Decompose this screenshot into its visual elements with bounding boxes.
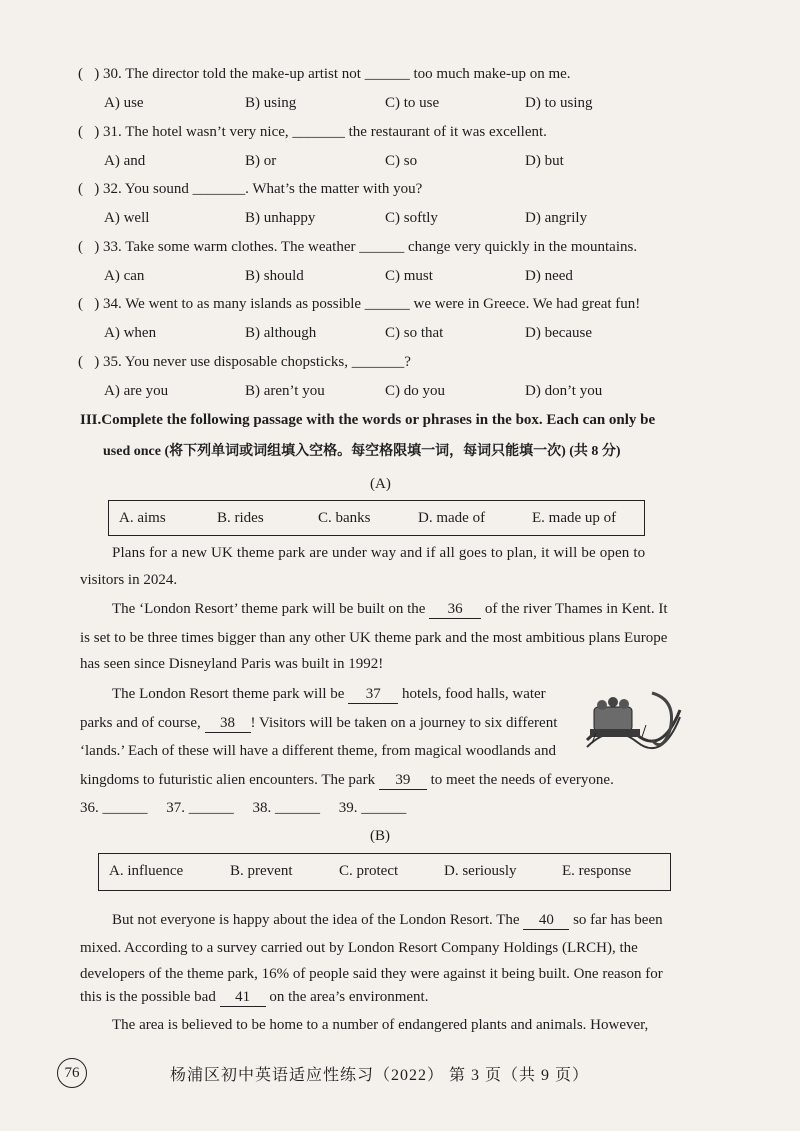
option-a: A) can [104,268,145,284]
passage-text: parks and of course, [80,715,205,731]
passage-line [112,686,546,704]
option-d: D) angrily [525,210,588,226]
word-option: E. response [562,863,632,879]
option-a: A) are you [104,383,169,399]
section-heading: III.Complete the following passage with the words or phrases in the box. Each can only be [80,412,656,428]
passage-text: The London Resort theme park will be [112,686,349,702]
option-b: B) unhappy [245,210,316,226]
blank-38[interactable]: 38 [205,715,251,733]
word-option: D. made of [418,510,486,526]
passage-text: ! Visitors will be taken on a journey to six different [250,715,558,731]
passage-line: The area is believed to be home to a number of endangered plants and animals. However, [112,1017,649,1033]
blank-37[interactable]: 37 [348,686,398,704]
option-c: C) to use [385,95,440,111]
passage-line: is set to be three times bigger than any other UK theme park and the most ambitious plans Europe [80,630,668,646]
option-d: D) to using [525,95,593,111]
option-d: D) don’t you [525,383,603,399]
option-c: C) must [385,268,433,284]
option-a: A) well [104,210,150,226]
blank-39[interactable]: 39 [379,772,427,790]
word-option: A. influence [109,863,184,879]
passage-line: Plans for a new UK theme park are under way and if all goes to plan, it will be open to [112,545,646,561]
passage-line: visitors in 2024. [80,572,178,588]
answer-slot[interactable]: 37. ______ [166,800,234,816]
passage-text: kingdoms to futuristic alien encounters. The park [80,772,379,788]
option-b: B) although [245,325,317,341]
option-a: A) use [104,95,144,111]
passage-text: on the area’s environment. [265,989,429,1005]
word-option: E. made up of [532,510,617,526]
word-option: D. seriously [444,863,517,879]
passage-text: this is the possible bad [80,989,220,1005]
passage-line [80,772,614,790]
passage-line: mixed. According to a survey carried out by London Resort Company Holdings (LRCH), the [80,940,638,956]
blank-36[interactable]: 36 [429,601,481,619]
question-stem: ( ) 32. You sound _______. What’s the matter with you? [78,181,423,197]
section-instructions: used once (将下列单词或词组填入空格。每空格限填一词，每词只能填一次) (共 8 分) [103,444,621,459]
part-b-label: (B) [370,828,390,844]
question-stem: ( ) 31. The hotel wasn’t very nice, _______ the restaurant of it was excellent. [78,124,547,140]
question-stem: ( ) 33. Take some warm clothes. The weather ______ change very quickly in the mountains. [78,239,638,255]
passage-line: has seen since Disneyland Paris was built in 1992! [80,656,384,672]
question-stem: ( ) 34. We went to as many islands as possible ______ we were in Greece. We had great fun! [78,296,641,312]
question-stem: ( ) 30. The director told the make-up artist not ______ too much make-up on me. [78,66,571,82]
passage-line [112,601,668,619]
blank-40[interactable]: 40 [523,912,569,930]
question-stem: ( ) 35. You never use disposable chopsticks, _______? [78,354,411,370]
passage-line [80,715,557,733]
passage-text: to meet the needs of everyone. [426,772,614,788]
option-d: D) because [525,325,593,341]
answer-slot[interactable]: 38. ______ [252,800,320,816]
passage-line [112,912,663,930]
answer-slot[interactable]: 39. ______ [338,800,407,816]
blank-41[interactable]: 41 [220,989,266,1007]
option-c: C) so that [385,325,444,341]
option-b: B) or [245,153,277,169]
page-footer: 杨浦区初中英语适应性练习（2022） 第 3 页（共 9 页） [170,1067,590,1084]
roller-coaster-icon [582,685,682,755]
word-option: B. rides [217,510,264,526]
option-d: D) need [525,268,573,284]
option-a: A) and [104,153,146,169]
passage-text: The ‘London Resort’ theme park will be built on the [112,601,430,617]
word-option: C. protect [339,863,399,879]
passage-line [80,989,428,1007]
part-a-label: (A) [370,476,391,492]
word-option: A. aims [119,510,166,526]
passage-line: developers of the theme park, 16% of people said they were against it being built. One reason for [80,966,663,982]
option-c: C) so [385,153,418,169]
passage-text: But not everyone is happy about the idea of the London Resort. The [112,912,524,928]
answer-line-a [80,800,406,817]
option-d: D) but [525,153,564,169]
page-badge: 76 [57,1058,87,1088]
passage-text: of the river Thames in Kent. It [481,601,668,617]
word-box-a [108,500,645,536]
roller-coaster-image [582,685,682,755]
option-c: C) do you [385,383,445,399]
option-a: A) when [104,325,157,341]
word-option: B. prevent [230,863,293,879]
answer-slot[interactable]: 36. ______ [80,800,148,816]
word-option: C. banks [318,510,371,526]
passage-text: hotels, food halls, water [398,686,546,702]
word-box-b [98,853,671,891]
option-b: B) using [245,95,297,111]
option-b: B) should [245,268,304,284]
passage-text: so far has been [569,912,663,928]
passage-line: ‘lands.’ Each of these will have a different theme, from magical woodlands and [80,743,556,759]
option-c: C) softly [385,210,438,226]
option-b: B) aren’t you [245,383,325,399]
